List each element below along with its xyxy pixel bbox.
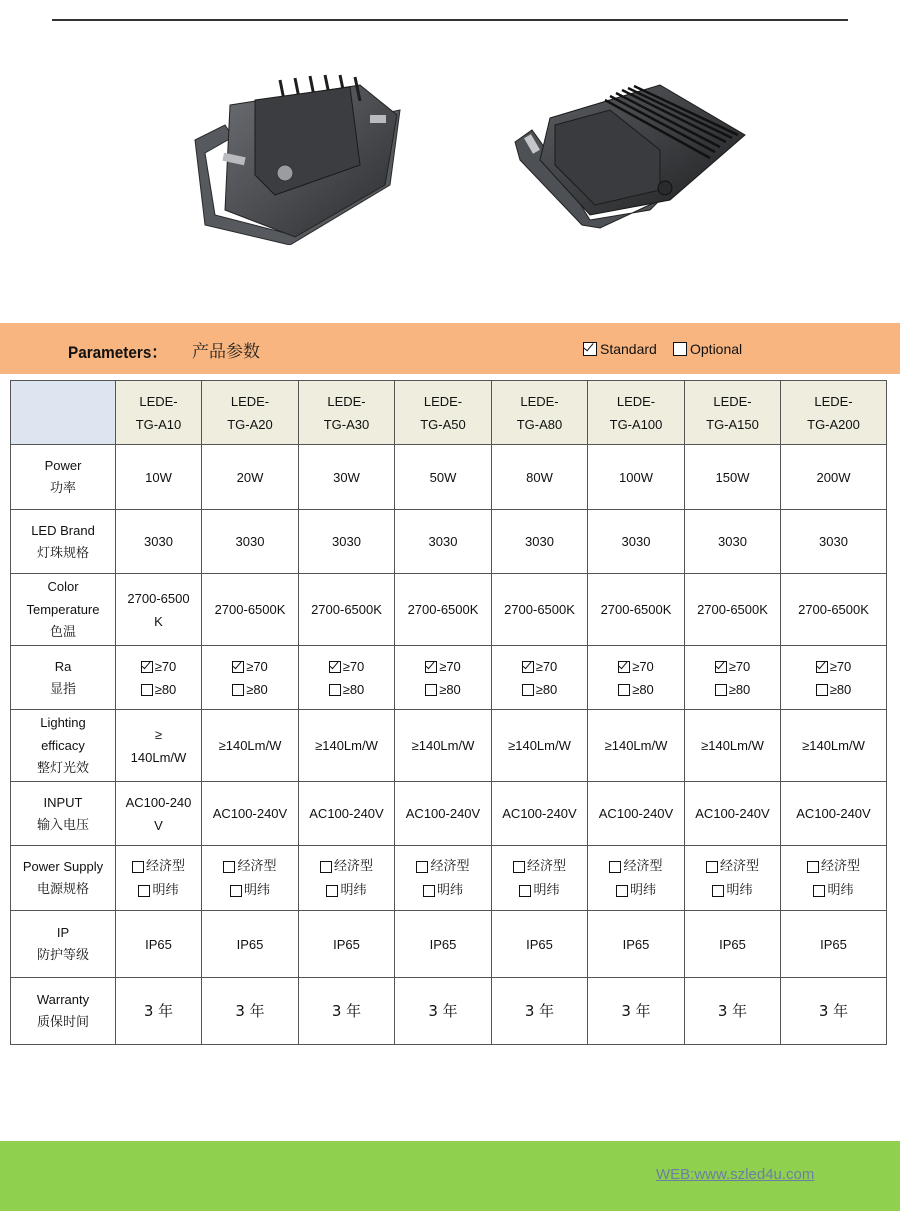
checked-box-icon bbox=[715, 661, 727, 673]
value-cell bbox=[116, 782, 202, 846]
unchecked-box-icon bbox=[425, 684, 437, 696]
value-cell: IP65 bbox=[492, 911, 588, 978]
value-cell: 2700-6500K bbox=[781, 574, 887, 646]
power-row bbox=[11, 445, 887, 510]
row-label-en: INPUT bbox=[43, 794, 83, 810]
unchecked-box-icon bbox=[816, 684, 828, 696]
option-cell bbox=[781, 846, 887, 911]
unchecked-box-icon bbox=[232, 684, 244, 696]
option-line: ≥70 bbox=[494, 655, 585, 678]
value-cell: ≥140Lm/W bbox=[492, 710, 588, 782]
unchecked-box-icon bbox=[618, 684, 630, 696]
model-header-row bbox=[11, 381, 887, 445]
value-cell: AC100-240V bbox=[781, 782, 887, 846]
row-label-en: Power bbox=[44, 458, 82, 473]
checked-box-icon bbox=[816, 661, 828, 673]
value-cell: IP65 bbox=[299, 911, 395, 978]
value-cell: 80W bbox=[492, 445, 588, 510]
value-line2: 140Lm/W bbox=[130, 749, 187, 765]
model-name-line2: TG-A50 bbox=[420, 416, 466, 432]
option-cell bbox=[202, 846, 299, 911]
value-cell: ≥140Lm/W bbox=[395, 710, 492, 782]
value-cell: 2700-6500K bbox=[685, 574, 781, 646]
option-line: ≥80 bbox=[301, 678, 392, 701]
checked-box-icon bbox=[141, 661, 153, 673]
row-label-cn: 输入电压 bbox=[36, 817, 89, 833]
value-cell: 2700-6500K bbox=[395, 574, 492, 646]
model-name-line2: TG-A80 bbox=[516, 416, 563, 432]
unchecked-box-icon bbox=[416, 861, 428, 873]
option-line: 明纬 bbox=[494, 878, 585, 902]
unchecked-box-icon bbox=[138, 885, 150, 897]
option-line: ≥80 bbox=[687, 678, 778, 701]
value-cell: IP65 bbox=[202, 911, 299, 978]
value-cell: 2700-6500K bbox=[588, 574, 685, 646]
warranty-row bbox=[11, 978, 887, 1045]
led-brand-row bbox=[11, 510, 887, 574]
value-cell: 3 年 bbox=[299, 978, 395, 1045]
value-cell: 2700-6500K bbox=[299, 574, 395, 646]
value-cell: 3 年 bbox=[492, 978, 588, 1045]
row-label-cell bbox=[11, 846, 116, 911]
unchecked-box-icon bbox=[326, 885, 338, 897]
option-cell bbox=[116, 846, 202, 911]
model-name-line1: LEDE- bbox=[616, 393, 656, 409]
option-line: 经济型 bbox=[397, 854, 489, 878]
model-header-cell bbox=[492, 381, 588, 445]
row-label-cell bbox=[11, 782, 116, 846]
option-cell bbox=[395, 846, 492, 911]
value-cell: AC100-240V bbox=[299, 782, 395, 846]
option-line: ≥70 bbox=[204, 655, 296, 678]
row-label-cn: 功率 bbox=[49, 481, 76, 496]
row-label-cn: 整灯光效 bbox=[36, 761, 89, 776]
row-label-en: Ra bbox=[54, 658, 72, 674]
unchecked-box-icon bbox=[519, 885, 531, 897]
unchecked-box-icon bbox=[513, 861, 525, 873]
option-line: ≥70 bbox=[687, 655, 778, 678]
unchecked-box-icon bbox=[423, 885, 435, 897]
value-cell: IP65 bbox=[395, 911, 492, 978]
header-corner-cell bbox=[11, 381, 116, 445]
row-label-cn: 灯珠规格 bbox=[36, 545, 89, 561]
value-cell: 3030 bbox=[685, 510, 781, 574]
unchecked-box-icon bbox=[616, 885, 628, 897]
value-cell bbox=[116, 574, 202, 646]
value-cell: IP65 bbox=[116, 911, 202, 978]
parameters-title: Parameters： bbox=[68, 343, 167, 362]
parameters-header-bar bbox=[0, 323, 900, 374]
value-cell: 3030 bbox=[588, 510, 685, 574]
legend-optional: Optional bbox=[673, 341, 742, 357]
unchecked-box-icon bbox=[522, 684, 534, 696]
option-line: 明纬 bbox=[301, 878, 392, 902]
checked-box-icon bbox=[522, 661, 534, 673]
value-cell: 200W bbox=[781, 445, 887, 510]
website-link[interactable]: WEB:www.szled4u.com bbox=[656, 1166, 815, 1183]
option-line: ≥70 bbox=[397, 655, 489, 678]
row-label-cn: 显指 bbox=[49, 681, 76, 697]
model-name-line2: TG-A20 bbox=[227, 416, 273, 432]
row-label-cn: 质保时间 bbox=[36, 1015, 89, 1030]
value-cell: IP65 bbox=[588, 911, 685, 978]
model-name-line2: TG-A150 bbox=[706, 416, 759, 432]
model-name-line2: TG-A10 bbox=[135, 416, 182, 432]
value-cell: 2700-6500K bbox=[202, 574, 299, 646]
unchecked-box-icon bbox=[706, 861, 718, 873]
value-cell: ≥140Lm/W bbox=[299, 710, 395, 782]
floodlight-front-image bbox=[185, 65, 405, 245]
unchecked-box-icon bbox=[132, 861, 144, 873]
option-line: ≥80 bbox=[494, 678, 585, 701]
value-cell: 20W bbox=[202, 445, 299, 510]
value-line1: AC100-240 bbox=[125, 794, 192, 810]
option-line: ≥70 bbox=[590, 655, 682, 678]
parameters-title-cn: 产品参数 bbox=[192, 342, 260, 362]
value-cell: 3 年 bbox=[116, 978, 202, 1045]
row-label-en2: efficacy bbox=[41, 738, 85, 753]
efficacy-row bbox=[11, 710, 887, 782]
value-cell: AC100-240V bbox=[395, 782, 492, 846]
value-cell: AC100-240V bbox=[202, 782, 299, 846]
value-cell bbox=[116, 710, 202, 782]
model-name-line1: LEDE- bbox=[814, 393, 853, 409]
model-header-cell bbox=[395, 381, 492, 445]
option-line: 经济型 bbox=[494, 854, 585, 878]
value-cell: 3 年 bbox=[202, 978, 299, 1045]
value-cell: 3030 bbox=[116, 510, 202, 574]
checked-box-icon bbox=[329, 661, 341, 673]
model-name-line2: TG-A30 bbox=[323, 416, 370, 432]
model-name-line1: LEDE- bbox=[139, 393, 178, 409]
model-header-cell bbox=[202, 381, 299, 445]
option-line: 明纬 bbox=[783, 878, 884, 902]
option-line: ≥80 bbox=[783, 678, 884, 701]
unchecked-box-icon bbox=[807, 861, 819, 873]
value-cell: AC100-240V bbox=[588, 782, 685, 846]
model-name-line2: TG-A100 bbox=[609, 416, 663, 432]
input-row bbox=[11, 782, 887, 846]
option-line: 明纬 bbox=[397, 878, 489, 902]
model-name-line1: LEDE- bbox=[230, 393, 270, 409]
model-name-line2: TG-A200 bbox=[807, 416, 860, 432]
value-cell: AC100-240V bbox=[685, 782, 781, 846]
option-cell bbox=[685, 646, 781, 710]
model-name-line1: LEDE- bbox=[327, 393, 366, 409]
row-label-en2: Temperature bbox=[26, 602, 100, 617]
option-cell bbox=[492, 846, 588, 911]
unchecked-box-icon bbox=[673, 342, 687, 356]
model-name-line1: LEDE- bbox=[423, 393, 463, 409]
value-line1: 2700-6500 bbox=[127, 590, 190, 606]
option-line: ≥80 bbox=[204, 678, 296, 701]
row-label-cell bbox=[11, 646, 116, 710]
option-line: ≥70 bbox=[783, 655, 884, 678]
model-header-cell bbox=[685, 381, 781, 445]
value-cell: 3 年 bbox=[395, 978, 492, 1045]
checked-box-icon bbox=[618, 661, 630, 673]
unchecked-box-icon bbox=[230, 885, 242, 897]
footer-bar bbox=[0, 1141, 900, 1211]
unchecked-box-icon bbox=[223, 861, 235, 873]
option-cell bbox=[299, 646, 395, 710]
option-line: 明纬 bbox=[204, 878, 296, 902]
checked-box-icon bbox=[425, 661, 437, 673]
floodlight-back-image bbox=[510, 80, 750, 230]
top-divider bbox=[52, 19, 848, 21]
unchecked-box-icon bbox=[712, 885, 724, 897]
legend-standard: Standard bbox=[583, 341, 657, 357]
row-label-en1: Lighting bbox=[40, 715, 86, 730]
value-cell: 3 年 bbox=[685, 978, 781, 1045]
value-cell: 3030 bbox=[299, 510, 395, 574]
row-label-cn: 电源规格 bbox=[36, 882, 89, 897]
unchecked-box-icon bbox=[715, 684, 727, 696]
value-cell: ≥140Lm/W bbox=[202, 710, 299, 782]
value-line2: V bbox=[154, 817, 163, 833]
model-header-cell bbox=[116, 381, 202, 445]
row-label-en: LED Brand bbox=[31, 522, 95, 538]
model-header-cell bbox=[299, 381, 395, 445]
unchecked-box-icon bbox=[320, 861, 332, 873]
model-header-cell bbox=[588, 381, 685, 445]
value-cell: ≥140Lm/W bbox=[781, 710, 887, 782]
row-label-en: Warranty bbox=[36, 992, 90, 1007]
value-cell: AC100-240V bbox=[492, 782, 588, 846]
value-cell: 50W bbox=[395, 445, 492, 510]
option-line: 经济型 bbox=[118, 854, 199, 878]
checked-box-icon bbox=[232, 661, 244, 673]
row-label-cell bbox=[11, 445, 116, 510]
option-cell bbox=[781, 646, 887, 710]
option-line: ≥70 bbox=[118, 655, 199, 678]
value-cell: 3 年 bbox=[781, 978, 887, 1045]
value-line2: K bbox=[154, 613, 163, 629]
unchecked-box-icon bbox=[329, 684, 341, 696]
option-line: 经济型 bbox=[204, 854, 296, 878]
row-label-en1: Color bbox=[47, 579, 79, 594]
option-cell bbox=[299, 846, 395, 911]
option-line: 经济型 bbox=[301, 854, 392, 878]
row-label-cn: 色温 bbox=[49, 625, 76, 640]
unchecked-box-icon bbox=[141, 684, 153, 696]
color-temperature-row bbox=[11, 574, 887, 646]
ip-row bbox=[11, 911, 887, 978]
row-label-en: IP bbox=[56, 925, 70, 940]
value-line1: ≥ bbox=[154, 726, 163, 742]
row-label-cell bbox=[11, 510, 116, 574]
option-line: 经济型 bbox=[783, 854, 884, 878]
option-line: 经济型 bbox=[687, 854, 778, 878]
power-supply-row bbox=[11, 846, 887, 911]
row-label-en: Power Supply bbox=[22, 859, 104, 874]
row-label-cell bbox=[11, 710, 116, 782]
option-cell bbox=[395, 646, 492, 710]
unchecked-box-icon bbox=[813, 885, 825, 897]
model-header-cell bbox=[781, 381, 887, 445]
value-cell: IP65 bbox=[781, 911, 887, 978]
row-label-cell bbox=[11, 911, 116, 978]
value-cell: 3030 bbox=[395, 510, 492, 574]
option-line: 明纬 bbox=[118, 878, 199, 902]
value-cell: 30W bbox=[299, 445, 395, 510]
row-label-cn: 防护等级 bbox=[36, 948, 89, 963]
checked-box-icon bbox=[583, 342, 597, 356]
option-cell bbox=[116, 646, 202, 710]
spec-table bbox=[10, 380, 887, 1045]
option-line: 经济型 bbox=[590, 854, 682, 878]
option-cell bbox=[588, 846, 685, 911]
value-cell: 3030 bbox=[781, 510, 887, 574]
option-cell bbox=[202, 646, 299, 710]
option-cell bbox=[588, 646, 685, 710]
model-name-line1: LEDE- bbox=[713, 393, 752, 409]
value-cell: ≥140Lm/W bbox=[588, 710, 685, 782]
value-cell: ≥140Lm/W bbox=[685, 710, 781, 782]
unchecked-box-icon bbox=[609, 861, 621, 873]
option-line: 明纬 bbox=[687, 878, 778, 902]
ra-row bbox=[11, 646, 887, 710]
option-line: ≥80 bbox=[397, 678, 489, 701]
row-label-cell bbox=[11, 574, 116, 646]
option-cell bbox=[492, 646, 588, 710]
value-cell: 100W bbox=[588, 445, 685, 510]
option-cell bbox=[685, 846, 781, 911]
value-cell: 2700-6500K bbox=[492, 574, 588, 646]
option-line: 明纬 bbox=[590, 878, 682, 902]
value-cell: 150W bbox=[685, 445, 781, 510]
value-cell: 3030 bbox=[202, 510, 299, 574]
value-cell: 3 年 bbox=[588, 978, 685, 1045]
option-line: ≥80 bbox=[118, 678, 199, 701]
value-cell: 3030 bbox=[492, 510, 588, 574]
option-line: ≥70 bbox=[301, 655, 392, 678]
option-line: ≥80 bbox=[590, 678, 682, 701]
model-name-line1: LEDE- bbox=[520, 393, 559, 409]
value-cell: 10W bbox=[116, 445, 202, 510]
row-label-cell bbox=[11, 978, 116, 1045]
value-cell: IP65 bbox=[685, 911, 781, 978]
